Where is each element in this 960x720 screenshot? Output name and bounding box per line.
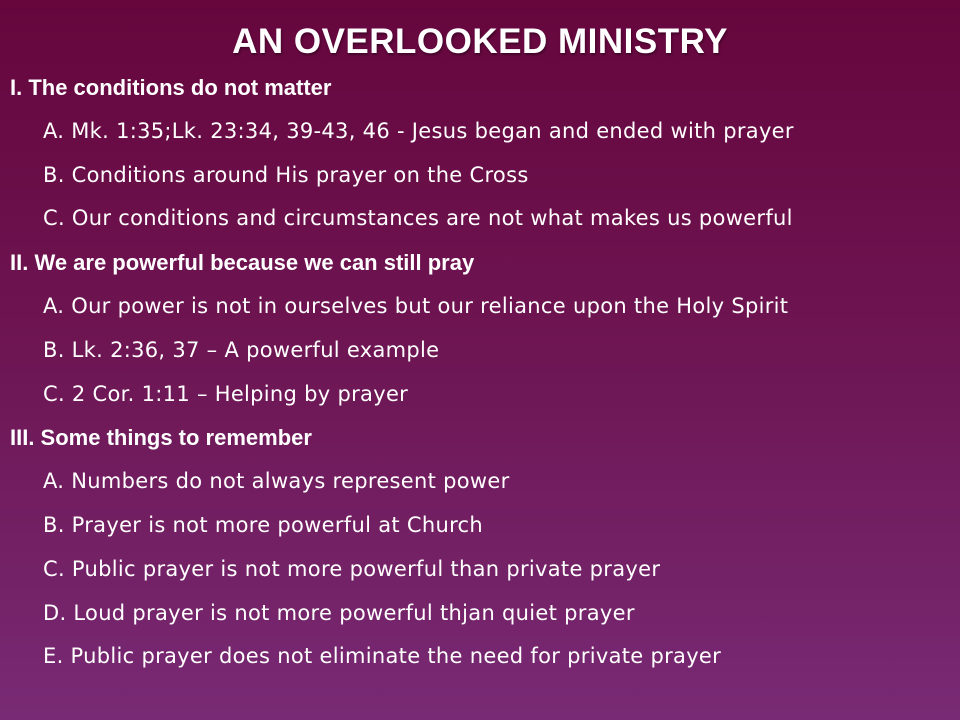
section-1-point-c: C. Our conditions and circumstances are not what makes us powerful	[43, 206, 793, 231]
section-2-point-b: B. Lk. 2:36, 37 – A powerful example	[43, 337, 440, 362]
section-heading-1: I. The conditions do not matter	[10, 75, 332, 100]
slide-title: AN OVERLOOKED MINISTRY	[232, 22, 728, 61]
section-3-point-e: E. Public prayer does not eliminate the need for private prayer	[43, 644, 722, 669]
section-heading-3: III. Some things to remember	[10, 425, 312, 451]
section-2-point-a: A. Our power is not in ourselves but our reliance upon the Holy Spirit	[43, 293, 789, 318]
outline	[0, 66, 960, 679]
section-1-point-a: A. Mk. 1:35;Lk. 23:34, 39-43, 46 - Jesus began and ended with prayer	[43, 118, 794, 143]
section-3-point-d: D. Loud prayer is not more powerful thjan quiet prayer	[43, 600, 635, 625]
section-2-point-c: C. 2 Cor. 1:11 – Helping by prayer	[43, 381, 409, 406]
section-heading-2: II. We are powerful because we can still pray	[10, 250, 475, 276]
section-1-point-b: B. Conditions around His prayer on the Cross	[43, 162, 529, 187]
section-3-point-b: B. Prayer is not more powerful at Church	[43, 512, 484, 537]
section-3-point-c: C. Public prayer is not more powerful than private prayer	[43, 556, 661, 581]
section-3-point-a: A. Numbers do not always represent power	[43, 469, 510, 494]
